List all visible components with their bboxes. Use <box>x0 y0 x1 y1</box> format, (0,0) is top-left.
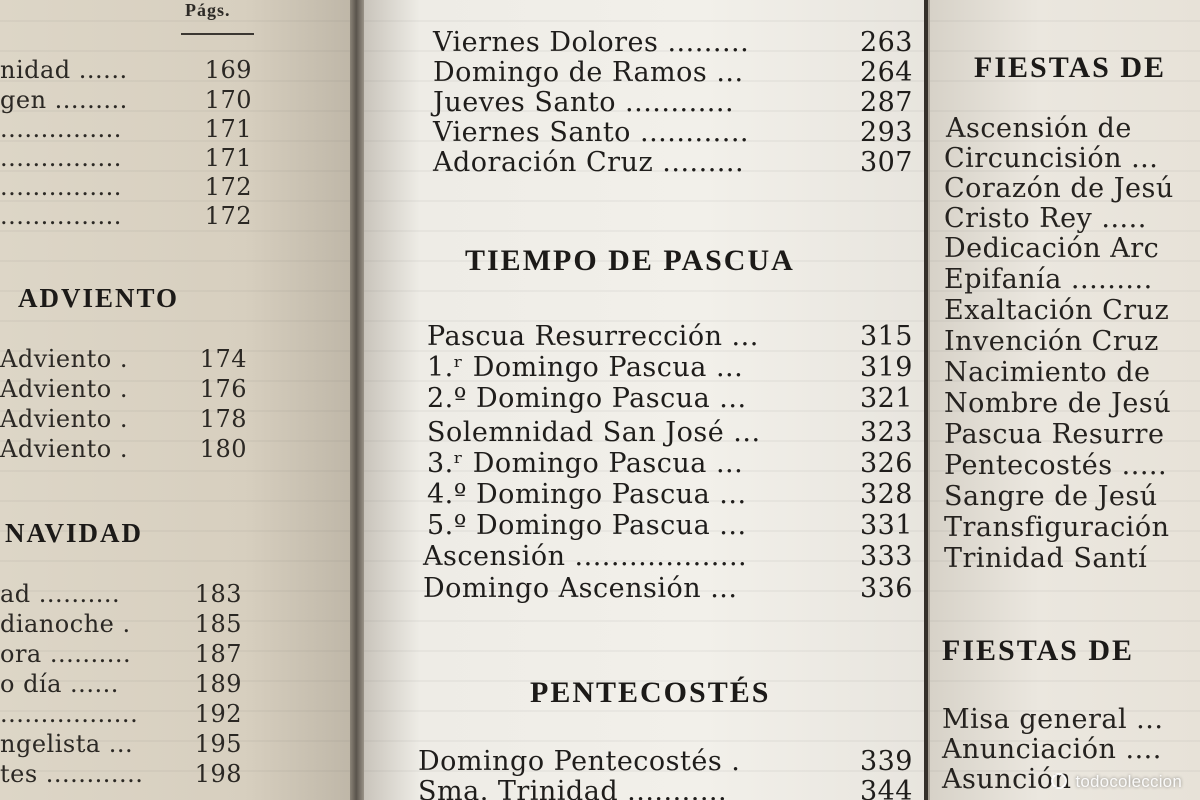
toc-entry-title: Transfiguración <box>944 512 1170 543</box>
section-heading: TIEMPO DE PASCUA <box>465 244 795 277</box>
toc-entry-page: 178 <box>199 405 247 433</box>
toc-entry-page: 333 <box>859 541 913 572</box>
section-heading: PENTECOSTÉS <box>530 676 771 709</box>
toc-entry-page: 328 <box>859 479 913 510</box>
toc-entry-title: nidad ...... <box>0 56 128 84</box>
toc-entry <box>433 87 913 118</box>
toc-entry-page: 326 <box>859 448 913 479</box>
toc-entry-title: Nacimiento de <box>944 357 1151 388</box>
toc-entry <box>0 56 252 84</box>
toc-entry-title: ............... <box>0 202 122 230</box>
toc-entry-page: 307 <box>859 147 913 178</box>
section-heading: FIESTAS DE <box>974 51 1167 84</box>
toc-entry-title: Viernes Dolores ......... <box>433 27 750 58</box>
source-watermark <box>1051 772 1183 792</box>
pags-label: Págs. <box>185 0 231 20</box>
toc-entry-title: ............... <box>0 115 122 143</box>
book-gutter <box>350 0 364 800</box>
toc-entry-title: Exaltación Cruz <box>944 295 1170 326</box>
section-heading: FIESTAS DE <box>942 634 1135 667</box>
toc-entry-title: Epifanía ......... <box>944 264 1153 295</box>
toc-entry-page: 336 <box>859 573 913 604</box>
toc-entry <box>0 173 252 201</box>
toc-entry <box>0 375 247 403</box>
toc-entry-title: ................. <box>0 700 139 728</box>
toc-entry-title: Misa general ... <box>942 704 1164 735</box>
right-page <box>928 0 1200 800</box>
toc-entry-title: Sangre de Jesú <box>944 481 1158 512</box>
toc-entry <box>427 321 913 352</box>
toc-entry-title: Asunción <box>942 764 1072 795</box>
toc-entry-title: Ascensión ................... <box>423 541 748 572</box>
toc-entry <box>0 144 252 172</box>
toc-entry-title: ad .......... <box>0 580 121 608</box>
toc-entry-title: Ascensión de <box>946 113 1132 144</box>
toc-entry-page: 185 <box>194 610 242 638</box>
toc-entry-title: 1.ʳ Domingo Pascua ... <box>427 352 744 383</box>
toc-entry-page: 183 <box>194 580 242 608</box>
toc-entry-title: tes ............ <box>0 760 144 788</box>
toc-entry-page: 339 <box>859 746 913 777</box>
toc-entry-page: 174 <box>199 345 247 373</box>
toc-entry-page: 315 <box>859 321 913 352</box>
toc-entry <box>427 510 913 541</box>
toc-entry <box>423 573 913 604</box>
pags-rule <box>181 33 254 35</box>
toc-entry-page: 263 <box>859 27 913 58</box>
toc-entry-title: Trinidad Santí <box>944 543 1148 574</box>
toc-entry <box>0 670 242 698</box>
toc-entry-page: 198 <box>194 760 242 788</box>
toc-entry-title: gen ......... <box>0 86 128 114</box>
toc-entry-title: Circuncisión ... <box>944 143 1159 174</box>
toc-entry-title: Domingo Ascensión ... <box>423 573 738 604</box>
toc-entry <box>433 57 913 88</box>
toc-entry <box>0 640 242 668</box>
toc-entry-page: 344 <box>859 776 913 800</box>
toc-entry-page: 321 <box>859 383 913 414</box>
toc-entry-title: o día ...... <box>0 670 119 698</box>
toc-entry <box>0 580 242 608</box>
toc-entry <box>0 760 242 788</box>
toc-entry-title: 4.º Domingo Pascua ... <box>427 479 747 510</box>
toc-entry-title: ............... <box>0 173 122 201</box>
toc-entry-page: 170 <box>204 86 252 114</box>
toc-entry-title: Pascua Resurrección ... <box>427 321 759 352</box>
toc-entry-title: ............... <box>0 144 122 172</box>
toc-entry-page: 195 <box>194 730 242 758</box>
toc-entry <box>427 448 913 479</box>
toc-entry-title: Pentecostés ..... <box>944 450 1168 481</box>
toc-entry <box>418 776 913 800</box>
toc-entry-page: 293 <box>859 117 913 148</box>
toc-entry-title: Viernes Santo ............ <box>433 117 750 148</box>
toc-entry <box>427 383 913 414</box>
toc-entry <box>433 147 913 178</box>
toc-entry-title: ora .......... <box>0 640 132 668</box>
toc-entry-page: 189 <box>194 670 242 698</box>
toc-entry <box>0 730 242 758</box>
toc-entry-title: Invención Cruz <box>944 326 1159 357</box>
toc-entry-page: 264 <box>859 57 913 88</box>
toc-entry <box>0 86 252 114</box>
toc-entry <box>0 115 252 143</box>
toc-entry-page: 319 <box>859 352 913 383</box>
toc-entry-title: Cristo Rey ..... <box>944 203 1147 234</box>
toc-entry-page: 171 <box>204 115 252 143</box>
watermark-text: todocoleccion <box>1075 772 1182 791</box>
toc-entry <box>0 405 247 433</box>
toc-entry-title: 2.º Domingo Pascua ... <box>427 383 747 414</box>
toc-entry-title: Anunciación .... <box>942 734 1162 765</box>
toc-entry-title: Sma. Trinidad ........... <box>418 776 728 800</box>
toc-entry <box>0 700 242 728</box>
toc-entry-page: 331 <box>859 510 913 541</box>
toc-entry-page: 192 <box>194 700 242 728</box>
toc-entry <box>423 541 913 572</box>
toc-entry-title: dianoche . <box>0 610 131 638</box>
toc-entry-title: Adviento . <box>0 405 128 433</box>
toc-entry-title: Corazón de Jesú <box>944 173 1174 204</box>
section-heading: NAVIDAD <box>5 518 144 548</box>
toc-entry-page: 172 <box>204 173 252 201</box>
toc-entry <box>418 746 913 777</box>
toc-entry <box>427 352 913 383</box>
toc-entry-page: 171 <box>204 144 252 172</box>
toc-entry-page: 323 <box>859 417 913 448</box>
section-heading: ADVIENTO <box>18 283 180 313</box>
toc-entry <box>433 117 913 148</box>
toc-entry-title: Nombre de Jesú <box>944 388 1172 419</box>
toc-entry <box>0 345 247 373</box>
toc-entry <box>427 417 913 448</box>
toc-entry-title: Adoración Cruz ......... <box>433 147 745 178</box>
toc-entry-page: 287 <box>859 87 913 118</box>
toc-entry-title: Dedicación Arc <box>944 233 1160 264</box>
toc-entry-title: 5.º Domingo Pascua ... <box>427 510 747 541</box>
toc-entry-title: Jueves Santo ............ <box>433 87 735 118</box>
watermark-logo-icon <box>1051 773 1067 789</box>
toc-entry-title: Adviento . <box>0 345 128 373</box>
toc-entry-title: ngelista ... <box>0 730 134 758</box>
toc-entry-page: 187 <box>194 640 242 668</box>
toc-entry-title: Adviento . <box>0 375 128 403</box>
toc-entry-title: Pascua Resurre <box>944 419 1165 450</box>
toc-entry-title: Adviento . <box>0 435 128 463</box>
left-page <box>0 0 350 800</box>
toc-entry <box>433 27 913 58</box>
toc-entry-title: Solemnidad San José ... <box>427 417 761 448</box>
toc-entry <box>0 435 247 463</box>
center-page <box>364 0 924 800</box>
toc-entry <box>0 202 252 230</box>
toc-entry-page: 180 <box>199 435 247 463</box>
toc-entry-page: 172 <box>204 202 252 230</box>
toc-entry <box>0 610 242 638</box>
toc-entry-title: Domingo de Ramos ... <box>433 57 744 88</box>
toc-entry <box>427 479 913 510</box>
toc-entry-page: 176 <box>199 375 247 403</box>
toc-entry-page: 169 <box>204 56 252 84</box>
toc-entry-title: 3.ʳ Domingo Pascua ... <box>427 448 744 479</box>
toc-entry-title: Domingo Pentecostés . <box>418 746 741 777</box>
